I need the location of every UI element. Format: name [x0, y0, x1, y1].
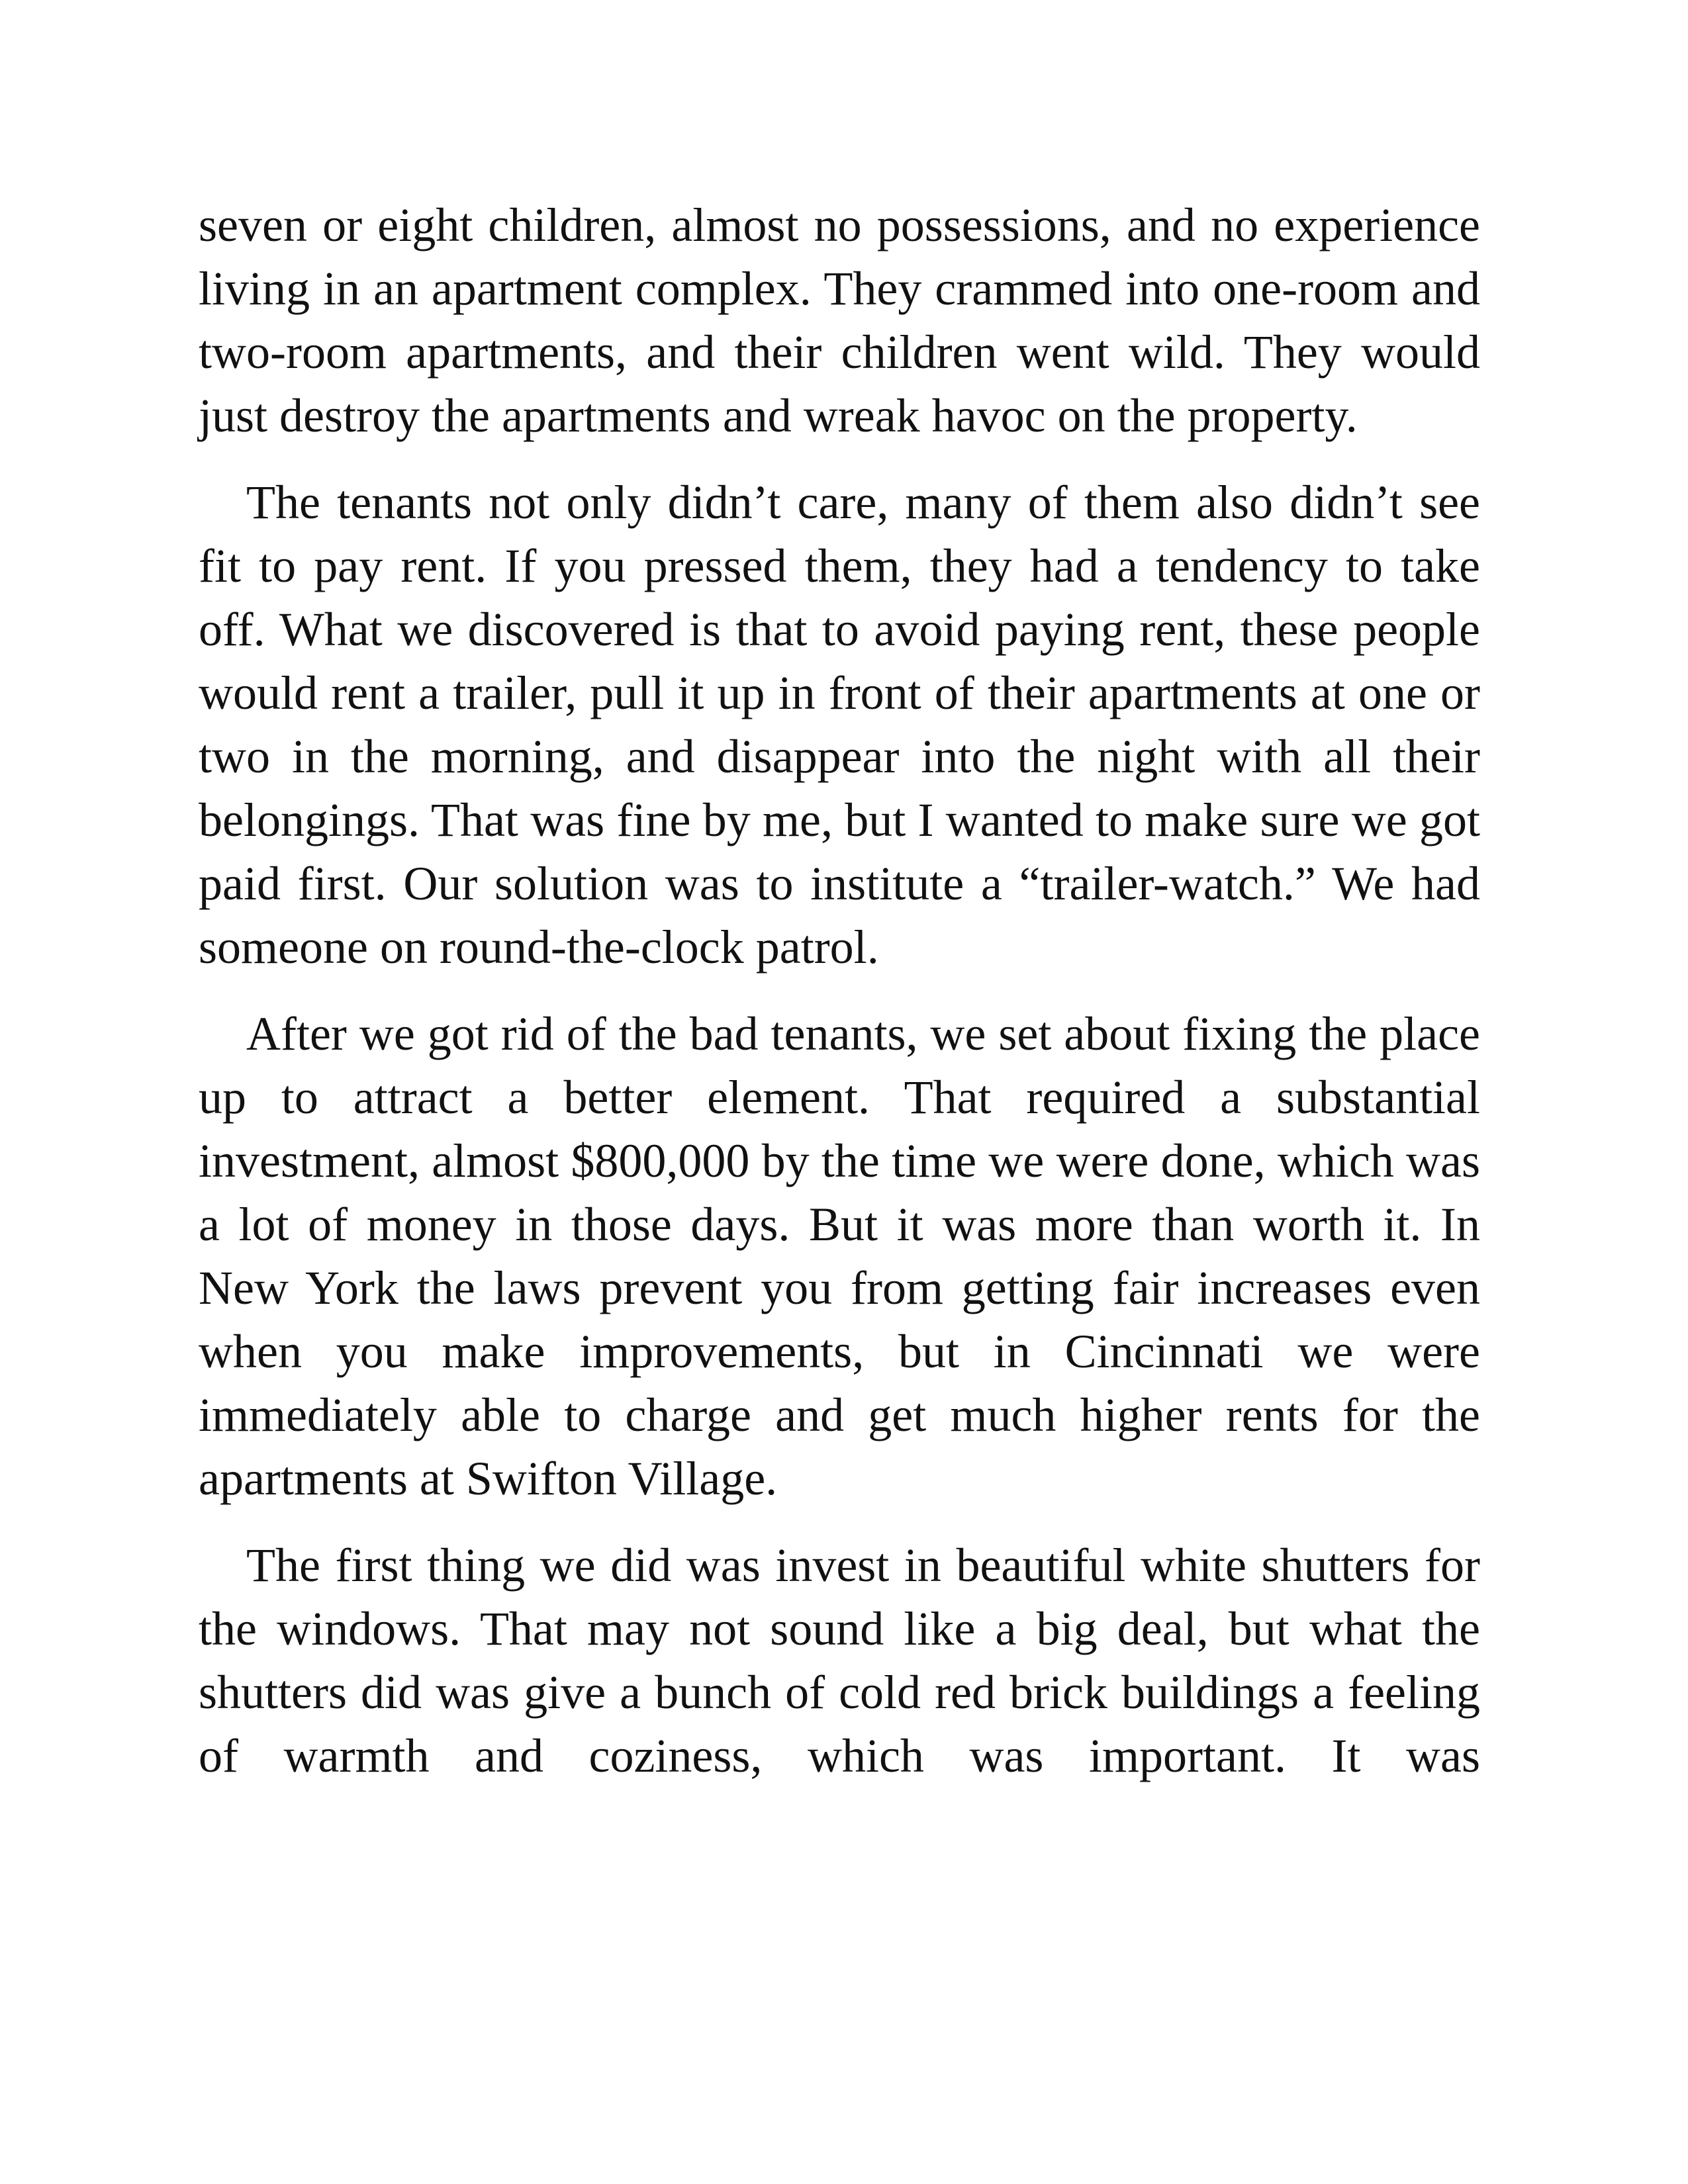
paragraph-1: seven or eight children, almost no possessions, and no experience living in an apartment complex. They crammed into one-room and two-room apartments, and their children went wild. They would just destroy the apartments and wreak havoc on the property. [199, 199, 1480, 442]
paragraph-3: After we got rid of the bad tenants, we set about fixing the place up to attract a better element. That required a substantial investment, almost $800,000 by the time we were done, which was a lot of money in those days. But it was more than worth it. In New York the laws prevent you from getting fair increases even when you make improvements, but in Cincinnati we were immediately able to charge and get much higher rents for the apartments at Swifton Village. [199, 1007, 1480, 1505]
paragraph-2: The tenants not only didn’t care, many of them also didn’t see fit to pay rent. If you pressed them, they had a tendency to take off. What we discovered is that to avoid paying rent, these people would rent a trailer, pull it up in front of their apartments at one or two in the morning, and disappear into the night with all their belongings. That was fine by me, but I wanted to make sure we got paid first. Our solution was to institute a “trailer-watch.” We had someone on round-the-clock patrol. [199, 476, 1480, 974]
body-text [199, 193, 1480, 1811]
paragraph-4: The first thing we did was invest in beautiful white shutters for the windows. That may not sound like a big deal, but what the shutters did was give a bunch of cold red brick buildings a feeling of warmth and coziness, which was important. It was [199, 1539, 1480, 1782]
